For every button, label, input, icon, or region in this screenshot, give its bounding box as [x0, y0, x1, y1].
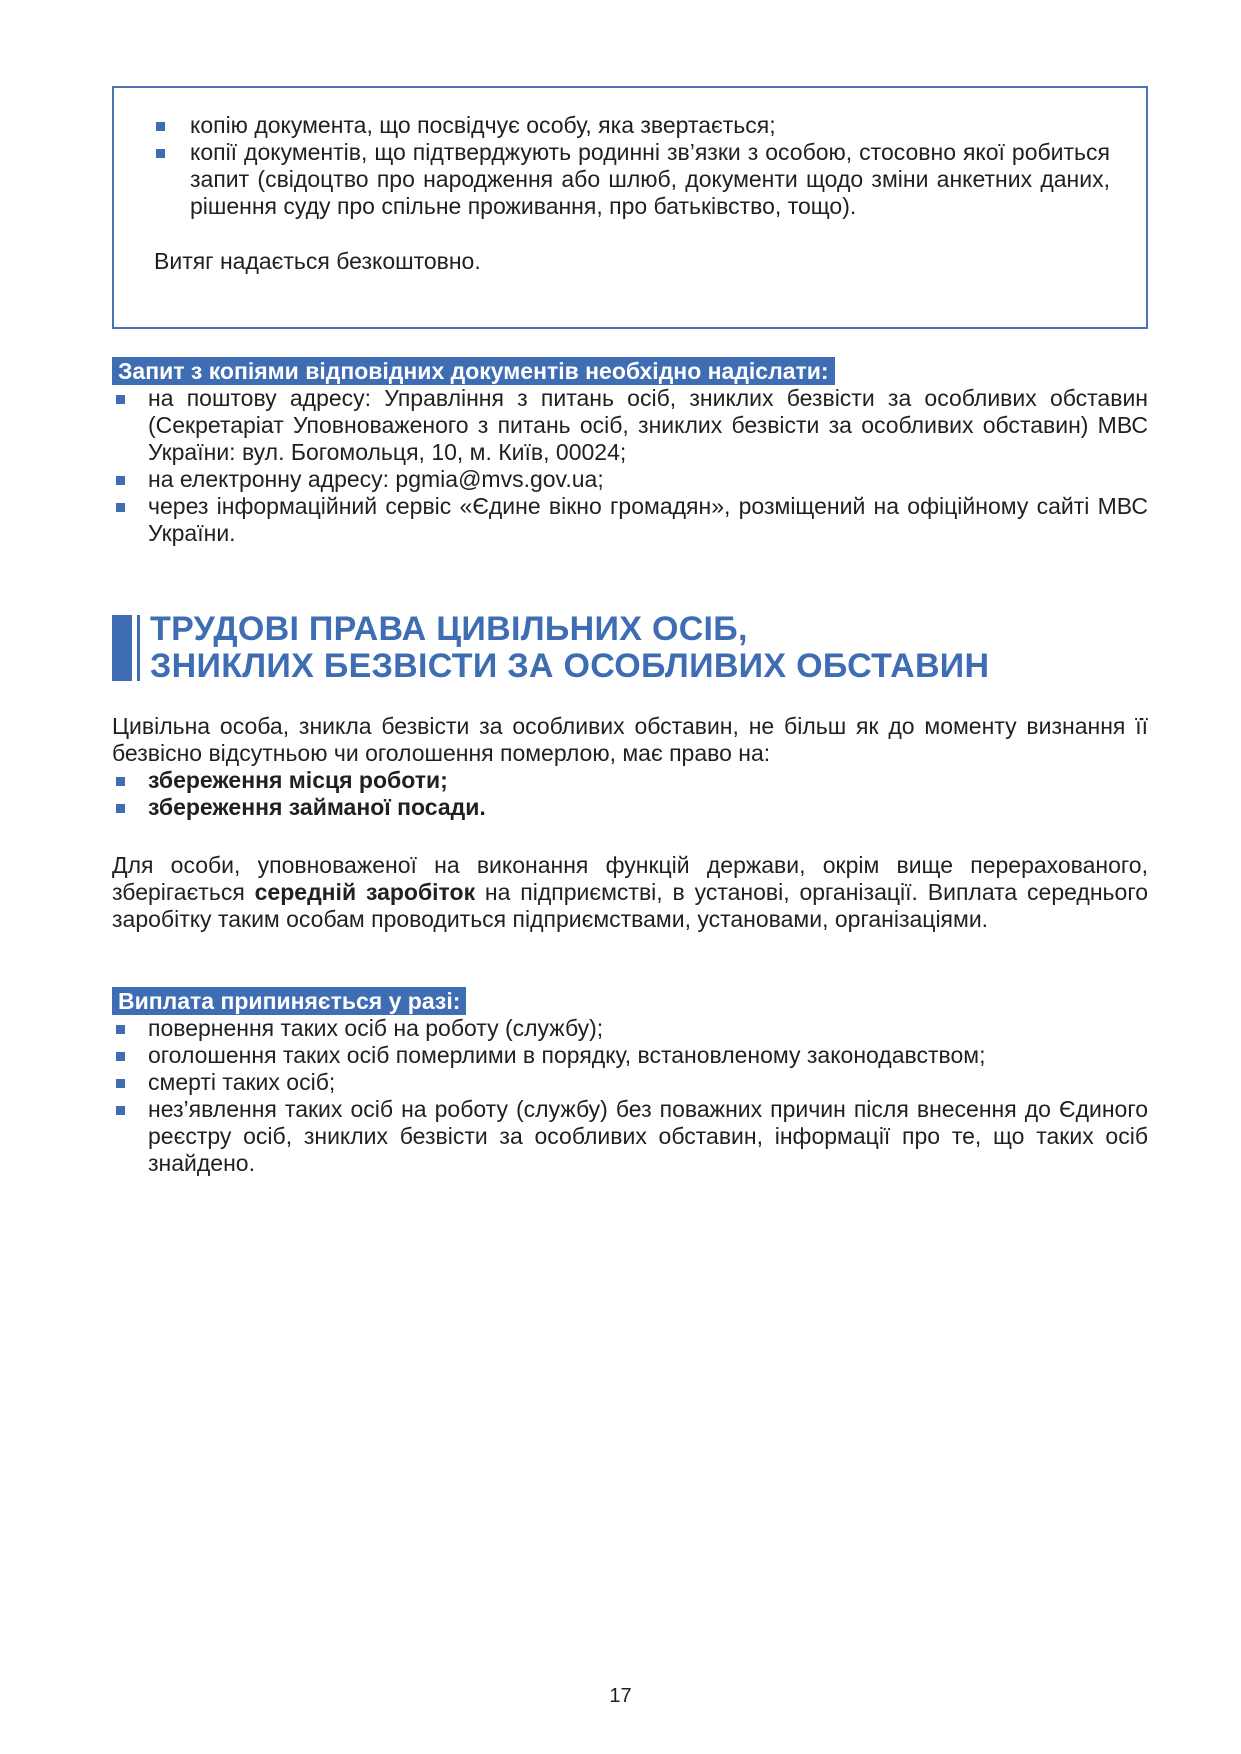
bullet-square-icon — [116, 804, 125, 813]
list-item-text: через інформаційний сервіс «Єдине вікно громадян», розміщений на офіційному сайті МВС України. — [148, 493, 1148, 546]
bullet-square-icon — [116, 1025, 125, 1034]
salary-text-bold: середній заробіток — [254, 879, 476, 905]
list-item-text: копії документів, що підтверджують родинні зв’язки з особою, стосовно якої робиться запит (свідоцтво про народження або шлюб, документи щодо зміни анкетних даних, рішення суду про спільне проживання, про батьківство, тощо). — [190, 139, 1110, 219]
list-item-text: на поштову адресу: Управління з питань осіб, зниклих безвісти за особливих обставин (Секретаріат Уповноваженого з питань осіб, зниклих безвісти за особливих обставин) МВС України: вул. Богомольця, 10, м. Київ, 00024; — [148, 385, 1148, 465]
bullet-square-icon — [116, 1106, 125, 1115]
heading-line-1: ТРУДОВІ ПРАВА ЦИВІЛЬНИХ ОСІБ, — [150, 610, 748, 648]
bullet-square-icon — [116, 1052, 125, 1061]
info-box-list — [154, 112, 1110, 220]
bullet-square-icon — [116, 476, 125, 485]
list-item-text: на електронну адресу: pgmia@mvs.gov.ua; — [148, 466, 604, 492]
list-item — [154, 139, 1110, 220]
list-item-text: копію документа, що посвідчує особу, яка звертається; — [190, 112, 776, 138]
heading-line-2: ЗНИКЛИХ БЕЗВІСТИ ЗА ОСОБЛИВИХ ОБСТАВИН — [150, 647, 990, 685]
list-item — [112, 1069, 1148, 1096]
termination-section — [112, 987, 1148, 1177]
bullet-square-icon — [116, 395, 125, 404]
bullet-square-icon — [116, 1079, 125, 1088]
salary-text-after: на підприємстві, в установі, організації. Виплата середнього заробітку таким особам проводиться підприємствами, установами, організаціями. — [112, 879, 1148, 932]
list-item — [112, 493, 1148, 547]
request-list — [112, 385, 1148, 547]
heading-bar-line-decoration — [137, 615, 140, 681]
list-item — [112, 767, 1148, 794]
list-item — [112, 385, 1148, 466]
rights-intro: Цивільна особа, зникла безвісти за особливих обставин, не більш як до моменту визнання її безвісно відсутньою чи оголошення померлою, має право на: — [112, 713, 1148, 766]
bullet-square-icon — [156, 122, 165, 131]
request-label: Запит з копіями відповідних документів необхідно надіслати: — [112, 357, 835, 385]
list-item-text: збереження займаної посади. — [148, 794, 486, 820]
heading-text — [150, 611, 989, 685]
heading-bar-decoration — [112, 615, 132, 681]
list-item — [112, 466, 1148, 493]
bullet-square-icon — [116, 777, 125, 786]
list-item — [112, 794, 1148, 821]
salary-section — [112, 852, 1148, 933]
bullet-square-icon — [116, 503, 125, 512]
list-item-text: смерті таких осіб; — [148, 1069, 336, 1095]
salary-text-before: Для особи, уповноваженої на виконання функцій держави, окрім вище перерахованого, зберігається — [112, 852, 1148, 905]
request-section — [112, 357, 1148, 547]
termination-list — [112, 1015, 1148, 1177]
list-item-text: оголошення таких осіб померлими в порядку, встановленому законодавством; — [148, 1042, 986, 1068]
salary-paragraph — [112, 852, 1148, 933]
section-heading — [112, 611, 1148, 683]
termination-label: Виплата припиняється у разі: — [112, 987, 466, 1015]
bullet-square-icon — [156, 149, 165, 158]
list-item — [112, 1015, 1148, 1042]
info-box — [112, 86, 1148, 329]
list-item-text: нез’явлення таких осіб на роботу (службу) без поважних причин після внесення до Єдиного реєстру осіб, зниклих безвісти за особливих обставин, інформації про те, що таких осіб знайдено. — [148, 1096, 1148, 1176]
rights-section — [112, 713, 1148, 821]
rights-list — [112, 767, 1148, 821]
list-item — [154, 112, 1110, 139]
box-note: Витяг надається безкоштовно. — [154, 248, 481, 274]
page-number: 17 — [609, 1685, 632, 1707]
list-item — [112, 1042, 1148, 1069]
list-item-text: повернення таких осіб на роботу (службу); — [148, 1015, 604, 1041]
list-item-text: збереження місця роботи; — [148, 767, 448, 793]
list-item — [112, 1096, 1148, 1177]
